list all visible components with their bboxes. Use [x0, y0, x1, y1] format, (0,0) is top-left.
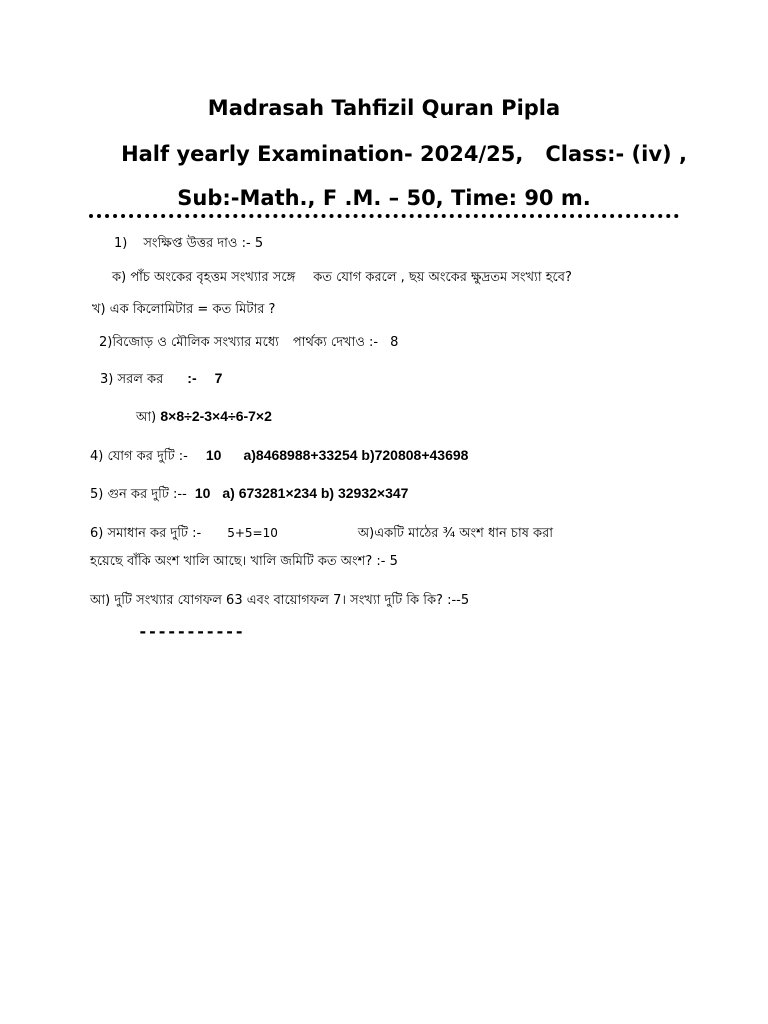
class-label: Class:- (iv) , — [545, 142, 687, 166]
q3-sep: :- — [187, 370, 197, 386]
q3 — [100, 370, 222, 391]
q4-marks: 10 — [205, 447, 222, 463]
q1-a-prefix: ক) — [112, 270, 127, 285]
q1-b: খ) এক কিলোমিটার = কত মিটার ? — [92, 302, 276, 317]
q4 — [90, 447, 468, 468]
q2-text: 2)বিজোড় ও মৌলিক সংখ্যার মধ্যে — [99, 335, 279, 350]
q3-a-expr: 8×8÷2-3×4÷6-7×2 — [160, 408, 272, 424]
end-dashes: ----------- — [138, 622, 244, 641]
q5 — [90, 485, 408, 506]
q5-items: a) 673281×234 b) 32932×347 — [222, 485, 409, 501]
q1-marks: 5 — [254, 236, 264, 251]
q2-text2: পার্থক্য দেখাও :- — [292, 335, 379, 350]
q3-marks: 7 — [214, 370, 223, 386]
q5-text: 5) গুন কর দুটি :-- — [90, 487, 187, 502]
q6-b: আ) দুটি সংখ্যার যোগফল 63 এবং বায়োগফল 7। সংখ্যা দুটি কি কি? :--5 — [90, 593, 470, 608]
q1-number: 1) — [114, 236, 128, 251]
q6-text: 6) সমাধান কর দুটি :- — [90, 526, 202, 541]
q3-a-prefix: আ) — [136, 410, 157, 425]
q6-a-part1: অ)একটি মাঠের ¾ অংশ ধান চাষ করা — [357, 526, 554, 541]
q3-text: 3) সরল কর — [100, 372, 164, 387]
q2 — [99, 333, 398, 354]
q4-items: a)8468988+33254 b)720808+43698 — [243, 447, 469, 463]
q1-text: সংক্ষিপ্ত উত্তর দাও :- — [143, 236, 251, 251]
q2-marks: 8 — [390, 335, 399, 350]
q1-a-part1: পাঁচ অংকের বৃহত্তম সংখ্যার সঙ্গে — [130, 270, 296, 285]
q5-marks: 10 — [194, 485, 211, 501]
q6 — [90, 524, 553, 545]
q6-example: 5+5=10 — [227, 526, 278, 540]
q6-a-part2: হয়েছে বাঁকি অংশ খালি আছে। খালি জমিটি কত অংশ? :- 5 — [90, 554, 398, 569]
q1-a — [112, 268, 572, 289]
exam-name: Half yearly Examination- 2024/25, — [121, 142, 524, 166]
q4-text: 4) যোগ কর দুটি :- — [90, 449, 188, 464]
subject-line: Sub:-Math., F .M. – 50, Time: 90 m. — [177, 186, 591, 210]
dotted-divider — [89, 214, 679, 218]
q1-heading — [114, 234, 263, 255]
school-name: Madrasah Tahfizil Quran Pipla — [207, 96, 561, 120]
q3-a — [136, 408, 272, 429]
q1-a-part2: কত যোগ করলে , ছয় অংকের ক্ষুদ্রতম সংখ্যা হবে? — [313, 270, 572, 285]
exam-title — [20, 142, 768, 166]
